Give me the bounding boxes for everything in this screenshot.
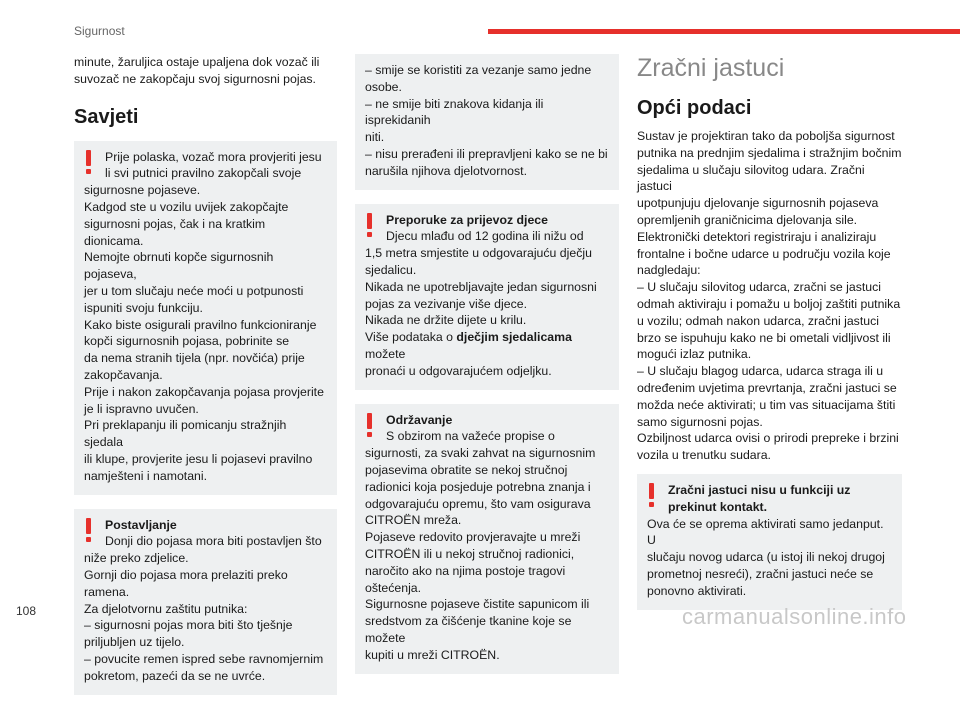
tip-box-lead: Djecu mlađu od 12 godina ili nižu od <box>386 229 584 244</box>
tip-box-text: sigurnosne pojaseve. Kadgod ste u vozilu uvijek zakopčajte sigurnosni pojas, čak i na kratkim dionicama. Nemojte obrnuti kopče sigurnosnih pojaseva, jer u tom slučaju neće moći u potpunosti ispuniti svoju funkciju. Kako biste osigurali pravilno funkcioniranje kopči sigurnosnih pojasa, pobrinite se da nema stranih tijela (npr. novčića) prije zakopčavanja. Prije i nakon zakopčavanja pojasa provjerite je li ispravno uvučen. Pri preklapanju ili pomicanju stražnjih sjedala ili klupe, provjerite jesu li pojasevi pravilno namješteni i namotani. <box>84 183 324 483</box>
tip-box-text: Ova će se oprema aktivirati samo jedanput. U slučaju novog udarca (u istoj ili nekoj drugoj prometnoj nesreći), zračni jastuci neće se ponovno aktivirati. <box>647 516 885 598</box>
tip-box-maintenance <box>355 404 619 674</box>
section-heading: Zračni jastuci <box>637 54 785 82</box>
airbags-body-text: Sustav je projektiran tako da poboljša sigurnost putnika na prednjim sjedalima i stražnjim bočnim sjedalima u slučaju silovitog udara. Zračni jastuci upotpunjuju djelovanje sigurnosnih pojaseva opremljenih graničnicima djelovanja sile. Elektronički detektori registriraju i analiziraju frontalne i bočne udarce u području vozila koje nadgledaju: – U slučaju silovitog udarca, zračni se jastuci odmah aktiviraju i pomažu u boljoj zaštiti putnika u vozilu; odmah nakon udarca, zračni jastuci brzo se ispuhuju kako ne bi ometali vidljivost ili mogući izlaz putnika. – U slučaju blagog udarca, udarca straga ili u određenim uvjetima prevrtanja, zračni jastuci se možda neće aktivirati; u tim vas situacijama štiti samo sigurnosni pojas. Ozbiljnost udarca ovisi o prirodi prepreke i brzini vozila u trenutku sudara. <box>637 129 902 463</box>
warning-exclamation-icon <box>367 213 373 237</box>
tip-box-title: Preporuke za prijevoz djece <box>386 212 548 227</box>
child-seats-link-text: dječjim sjedalicama <box>456 330 572 345</box>
intro-paragraph: minute, žaruljica ostaje upaljena dok vozač ili suvozač ne zakopčaju svoj sigurnosni pojas. <box>74 55 320 86</box>
tip-box-lead: Prije polaska, vozač mora provjeriti jesu li svi putnici pravilno zakopčali svoje <box>105 149 322 181</box>
warning-exclamation-icon <box>367 413 373 437</box>
tip-box-title: Zračni jastuci nisu u funkciji uz prekinut kontakt. <box>668 482 851 514</box>
tip-box-title: Postavljanje <box>105 517 177 532</box>
tip-box-text <box>365 245 609 379</box>
tip-box-text: niže preko zdjelice. Gornji dio pojasa mora prelaziti preko ramena. Za djelotvornu zaštitu putnika: – sigurnosni pojas mora biti što tješnje priljubljen uz tijelo. – povucite remen ispred sebe ravnomjernim pokretom, pazeći da se ne uvrće. <box>84 551 324 683</box>
tip-box-airbags-inactive <box>637 474 902 610</box>
savjeti-heading: Savjeti <box>74 105 139 128</box>
page-number: 108 <box>16 604 37 618</box>
warning-exclamation-icon <box>86 518 92 542</box>
warning-exclamation-icon <box>649 483 655 507</box>
tip-box-title: Održavanje <box>386 412 453 427</box>
header-accent-bar <box>488 29 960 34</box>
running-header: Sigurnost <box>74 24 125 38</box>
watermark: carmanualsonline.info <box>682 604 907 629</box>
tip-text-part: 1,5 metra smjestite u odgovarajuću dječju sjedalicu. Nikada ne upotrebljavajte jedan sigurnosni pojas za vezivanje više djece. Nikada ne držite dijete u krilu. Više podataka o <box>365 246 597 345</box>
column-3 <box>637 54 902 624</box>
column-2 <box>355 54 619 688</box>
tip-box-text: sigurnosti, za svaki zahvat na sigurnosnim pojasevima obratite se nekoj stručnoj radionici koja posjeduje potrebna znanja i odgovarajuću opremu, što vam osigurava CITROËN mreža. Pojaseve redovito provjeravajte u mreži CITROËN ili u nekoj stručnoj radionici, naročito ako na njima postoje tragovi oštećenja. Sigurnosne pojaseve čistite sapunicom ili sredstvom za čišćenje tkanine koje se možete kupiti u mreži CITROËN. <box>365 446 596 662</box>
tip-box-positioning <box>74 509 337 695</box>
column-1 <box>74 54 337 709</box>
tip-text-part: možete pronaći u odgovarajućem odjeljku. <box>365 346 552 378</box>
general-info-heading: Opći podaci <box>637 97 752 119</box>
belt-condition-text: – smije se koristiti za vezanje samo jedne osobe. – ne smije biti znakova kidanja ili isprekidanih niti. – nisu prerađeni ili prepravljeni kako se ne bi narušila njihova djelotvornost. <box>365 63 608 178</box>
belt-condition-box <box>355 54 619 190</box>
tip-box-lead: Donji dio pojasa mora biti postavljen što <box>105 534 322 549</box>
tip-box-children <box>355 204 619 390</box>
tip-box-lead: S obzirom na važeće propise o <box>386 429 555 444</box>
tip-box-before-departure <box>74 141 337 495</box>
warning-exclamation-icon <box>86 150 92 174</box>
